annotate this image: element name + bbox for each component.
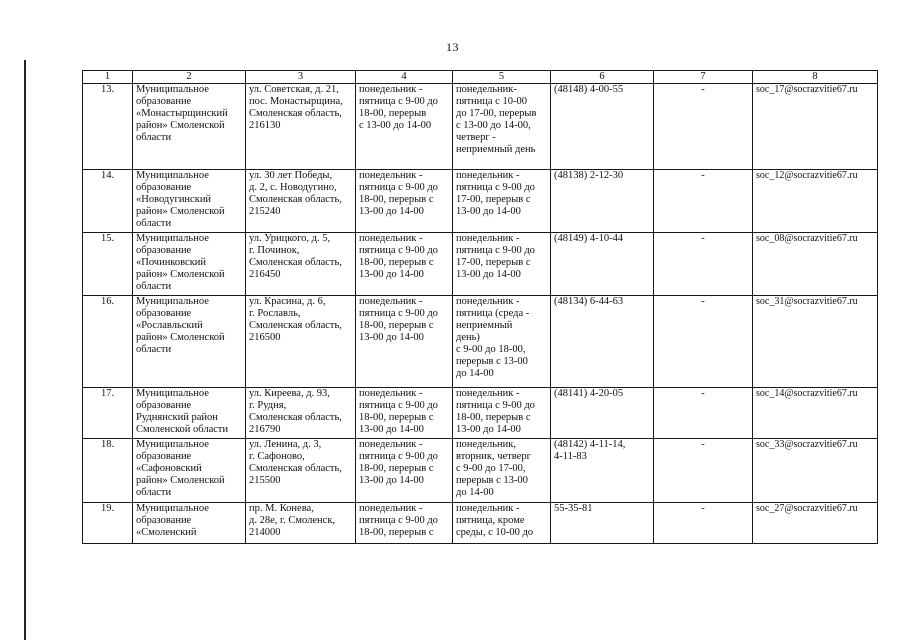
fax-cell: -: [654, 388, 753, 439]
column-header: 8: [753, 71, 878, 84]
reception-hours-cell: понедельник - пятница с 9-00 до 18-00, перерыв с 13-00 до 14-00: [453, 388, 551, 439]
address-cell: ул. Красина, д. 6, г. Рославль, Смоленская область, 216500: [246, 296, 356, 388]
address-cell: ул. Советская, д. 21, пос. Монастырщина, Смоленская область, 216130: [246, 84, 356, 170]
municipality-name: Муниципальное образование «Новодугинский район» Смоленской области: [133, 170, 246, 233]
working-hours-cell: понедельник - пятница с 9-00 до 18-00, перерыв с 13-00 до 14-00: [356, 439, 453, 503]
page-number: 13: [446, 40, 459, 54]
municipality-name: Муниципальное образование «Починковский район» Смоленской области: [133, 233, 246, 296]
row-number: 15.: [83, 233, 133, 296]
column-header: 7: [654, 71, 753, 84]
email-cell: soc_27@socrazvitie67.ru: [753, 503, 878, 544]
working-hours-cell: понедельник - пятница с 9-00 до 18-00, перерыв с 13-00 до 14-00: [356, 233, 453, 296]
fax-cell: -: [654, 84, 753, 170]
table-row: [83, 233, 878, 296]
reception-hours-cell: понедельник - пятница с 9-00 до 17-00, перерыв с 13-00 до 14-00: [453, 233, 551, 296]
table-row: [83, 170, 878, 233]
working-hours-cell: понедельник - пятница с 9-00 до 18-00, перерыв с: [356, 503, 453, 544]
municipality-name: Муниципальное образование «Монастырщинский район» Смоленской области: [133, 84, 246, 170]
column-header: 6: [551, 71, 654, 84]
working-hours-cell: понедельник - пятница с 9-00 до 18-00, перерыв с 13-00 до 14-00: [356, 296, 453, 388]
phone-cell: (48142) 4-11-14, 4-11-83: [551, 439, 654, 503]
address-cell: ул. 30 лет Победы, д. 2, с. Новодугино, Смоленская область, 215240: [246, 170, 356, 233]
address-cell: ул. Урицкого, д. 5, г. Починок, Смоленская область, 216450: [246, 233, 356, 296]
fax-cell: -: [654, 439, 753, 503]
fax-cell: -: [654, 503, 753, 544]
row-number: 19.: [83, 503, 133, 544]
reception-hours-cell: понедельник - пятница, кроме среды, с 10-00 до: [453, 503, 551, 544]
email-cell: soc_33@socrazvitie67.ru: [753, 439, 878, 503]
row-number: 16.: [83, 296, 133, 388]
email-cell: soc_14@socrazvitie67.ru: [753, 388, 878, 439]
table-row: [83, 503, 878, 544]
row-number: 14.: [83, 170, 133, 233]
fax-cell: -: [654, 233, 753, 296]
municipality-name: Муниципальное образование «Рославльский район» Смоленской области: [133, 296, 246, 388]
address-cell: ул. Киреева, д. 93, г. Рудня, Смоленская область, 216790: [246, 388, 356, 439]
phone-cell: (48141) 4-20-05: [551, 388, 654, 439]
table-row: [83, 439, 878, 503]
phone-cell: (48138) 2-12-30: [551, 170, 654, 233]
fax-cell: -: [654, 170, 753, 233]
institutions-table: [82, 70, 878, 544]
row-number: 18.: [83, 439, 133, 503]
reception-hours-cell: понедельник- пятница с 10-00 до 17-00, перерыв с 13-00 до 14-00, четверг - неприемный день: [453, 84, 551, 170]
fax-cell: -: [654, 296, 753, 388]
email-cell: soc_08@socrazvitie67.ru: [753, 233, 878, 296]
municipality-name: Муниципальное образование Руднянский район Смоленской области: [133, 388, 246, 439]
column-header: 4: [356, 71, 453, 84]
phone-cell: (48149) 4-10-44: [551, 233, 654, 296]
phone-cell: (48134) 6-44-63: [551, 296, 654, 388]
row-number: 13.: [83, 84, 133, 170]
working-hours-cell: понедельник - пятница с 9-00 до 18-00, перерыв с 13-00 до 14-00: [356, 84, 453, 170]
table-row: [83, 296, 878, 388]
municipality-name: Муниципальное образование «Сафоновский район» Смоленской области: [133, 439, 246, 503]
scan-edge-line: [24, 60, 26, 640]
working-hours-cell: понедельник - пятница с 9-00 до 18-00, перерыв с 13-00 до 14-00: [356, 170, 453, 233]
column-header: 5: [453, 71, 551, 84]
working-hours-cell: понедельник - пятница с 9-00 до 18-00, перерыв с 13-00 до 14-00: [356, 388, 453, 439]
email-cell: soc_12@socrazvitie67.ru: [753, 170, 878, 233]
reception-hours-cell: понедельник - пятница с 9-00 до 17-00, перерыв с 13-00 до 14-00: [453, 170, 551, 233]
municipality-name: Муниципальное образование «Смоленский: [133, 503, 246, 544]
table-row: [83, 84, 878, 170]
phone-cell: 55-35-81: [551, 503, 654, 544]
email-cell: soc_17@socrazvitie67.ru: [753, 84, 878, 170]
column-header: 1: [83, 71, 133, 84]
email-cell: soc_31@socrazvitie67.ru: [753, 296, 878, 388]
phone-cell: (48148) 4-00-55: [551, 84, 654, 170]
header-row: [83, 71, 878, 84]
reception-hours-cell: понедельник, вторник, четверг с 9-00 до 17-00, перерыв с 13-00 до 14-00: [453, 439, 551, 503]
address-cell: ул. Ленина, д. 3, г. Сафоново, Смоленская область, 215500: [246, 439, 356, 503]
table-row: [83, 388, 878, 439]
row-number: 17.: [83, 388, 133, 439]
address-cell: пр. М. Конева, д. 28е, г. Смоленск, 214000: [246, 503, 356, 544]
column-header: 3: [246, 71, 356, 84]
reception-hours-cell: понедельник - пятница (среда - неприемный день) с 9-00 до 18-00, перерыв с 13-00 до 14-00: [453, 296, 551, 388]
column-header: 2: [133, 71, 246, 84]
